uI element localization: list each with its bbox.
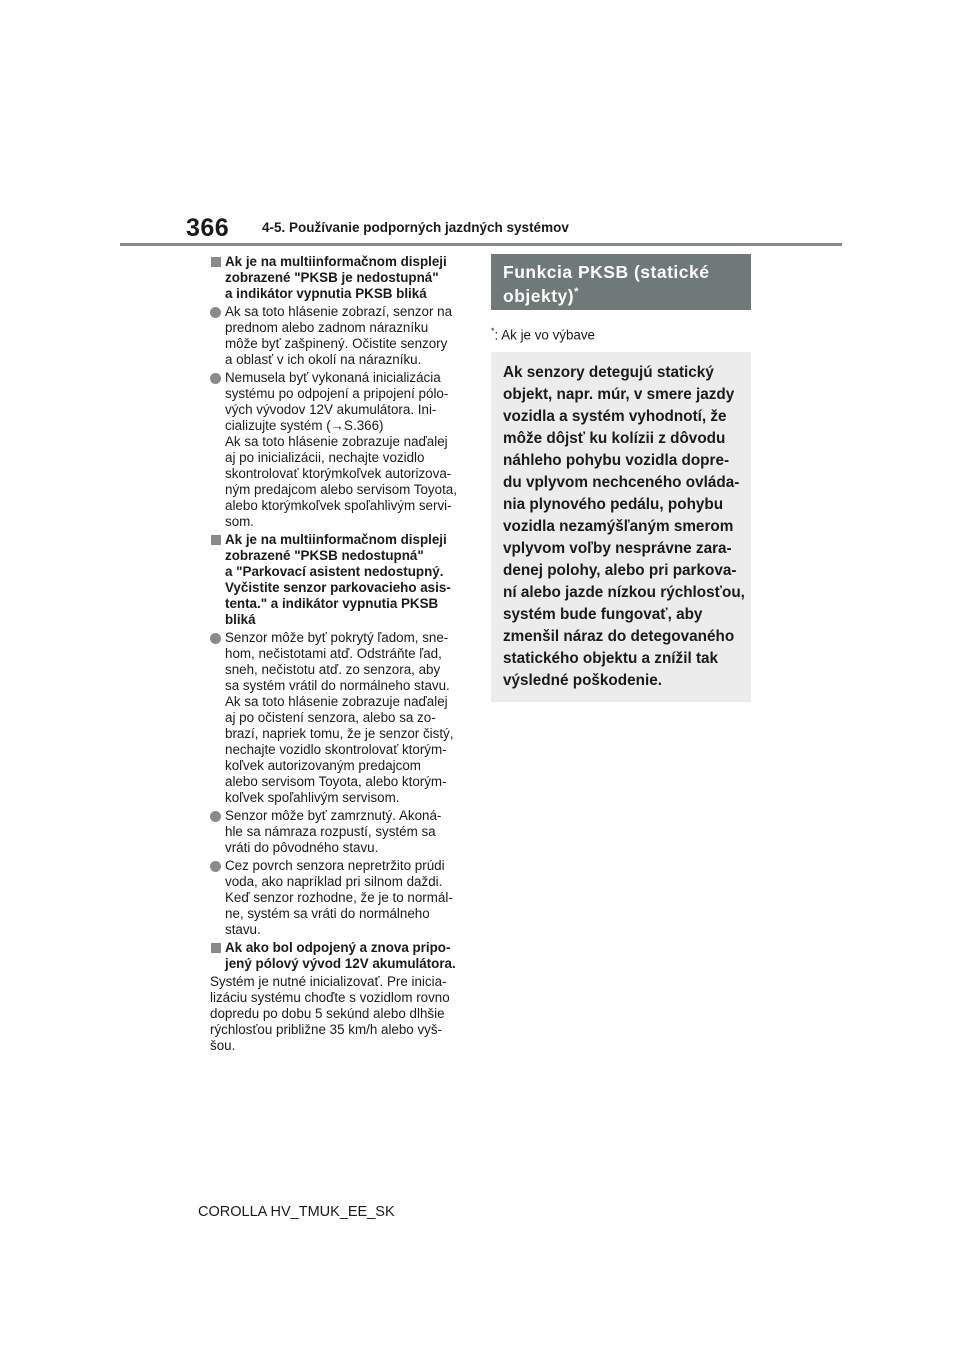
right-column [491, 254, 751, 702]
footnote-asterisk: * [491, 326, 495, 336]
title-line2: objekty) [503, 286, 575, 306]
left-column [210, 254, 472, 1054]
function-description-box: Ak senzory detegujú statický objekt, napr. múr, v smere jazdy vozidla a systém vyhodnotí, že môže dôjsť ku kolízii z dôvodu náhleho pohybu vozidla dopre- du vplyvom nechceného ovláda- nia plynového pedálu, pohybu vozidla nezamýšľaným smerom vplyvom voľby nesprávne zara- denej polohy, alebo pri parkova- ní alebo jazde nízkou rýchlosťou, systém bude fungovať, aby zmenšil náraz do detegovaného statického objektu a znížil tak výsledné poškodenie. [491, 352, 751, 702]
footnote [491, 326, 751, 342]
section-title: 4-5. Používanie podporných jazdných systémov [262, 220, 569, 235]
bullet-initialization: Nemusela byť vykonaná inicializácia systému po odpojení a pripojení pólo- vých vývodov 12V akumulátora. Ini- cializujte systém (→S.366) Ak sa toto hlásenie zobrazuje naďalej aj po inicializácii, nechajte vozidlo skontrolovať ktorýmkoľvek autorizova- ným predajcom alebo servisom Toyota, alebo ktorýmkoľvek spoľahlivým servi- som. [210, 370, 472, 530]
heading-parking-assist-unavailable: Ak je na multiinformačnom displeji zobrazené "PKSB nedostupná" a "Parkovací asistent nedostupný. Vyčistite senzor parkovacieho asis- tenta." a indikátor vypnutia PKSB bliká [210, 532, 472, 628]
header-rule [120, 243, 842, 246]
bullet-sensor-covered: Senzor môže byť pokrytý ľadom, sne- hom, nečistotami atď. Odstráňte ľad, sneh, nečistotu atď. zo senzora, aby sa systém vrátil do normálneho stavu. Ak sa toto hlásenie zobrazuje naďalej aj po očistení senzora, alebo sa zo- brazí, napriek tomu, že je senzor čistý, nechajte vozidlo skontrolovať ktorým- koľvek autorizovaným predajcom alebo servisom Toyota, alebo ktorým- koľvek spoľahlivým servisom. [210, 630, 472, 806]
circle-bullet-icon [210, 307, 221, 318]
circle-bullet-icon [210, 373, 221, 384]
square-bullet-icon [211, 257, 221, 267]
footnote-text: : Ak je vo výbave [494, 327, 595, 343]
title-asterisk: * [574, 286, 579, 299]
bullet-sensor-frozen: Senzor môže byť zamrznutý. Akoná- hle sa námraza rozpustí, systém sa vráti do pôvodného stavu. [210, 808, 472, 856]
square-bullet-icon [211, 535, 221, 545]
circle-bullet-icon [210, 861, 221, 872]
footer-doc-id: COROLLA HV_TMUK_EE_SK [198, 1204, 395, 1220]
circle-bullet-icon [210, 633, 221, 644]
bullet-dirty-sensor: Ak sa toto hlásenie zobrazí, senzor na prednom alebo zadnom nárazníku môže byť zašpinený. Očistite senzory a oblasť v ich okolí na nárazníku. [210, 304, 472, 368]
function-title-box: Funkcia PKSB (statické objekty)* [491, 254, 751, 310]
heading-pksb-unavailable: Ak je na multiinformačnom displeji zobrazené "PKSB je nedostupná" a indikátor vypnutia PKSB bliká [210, 254, 472, 302]
square-bullet-icon [211, 943, 221, 953]
paragraph-initialization-procedure: Systém je nutné inicializovať. Pre inicia- lizáciu systému choďte s vozidlom rovno dopredu po dobu 5 sekúnd alebo dlhšie rýchlosťou približne 35 km/h alebo vyš- šou. [210, 974, 450, 1053]
bullet-water-flow: Cez povrch senzora nepretržito prúdi voda, ako napríklad pri silnom daždi. Keď senzor rozhodne, že je to normál- ne, systém sa vráti do normálneho stavu. [210, 858, 472, 938]
circle-bullet-icon [210, 811, 221, 822]
heading-battery-disconnected: Ak ako bol odpojený a znova pripo- jený pólový vývod 12V akumulátora. [210, 940, 472, 972]
page-number: 366 [186, 214, 230, 242]
